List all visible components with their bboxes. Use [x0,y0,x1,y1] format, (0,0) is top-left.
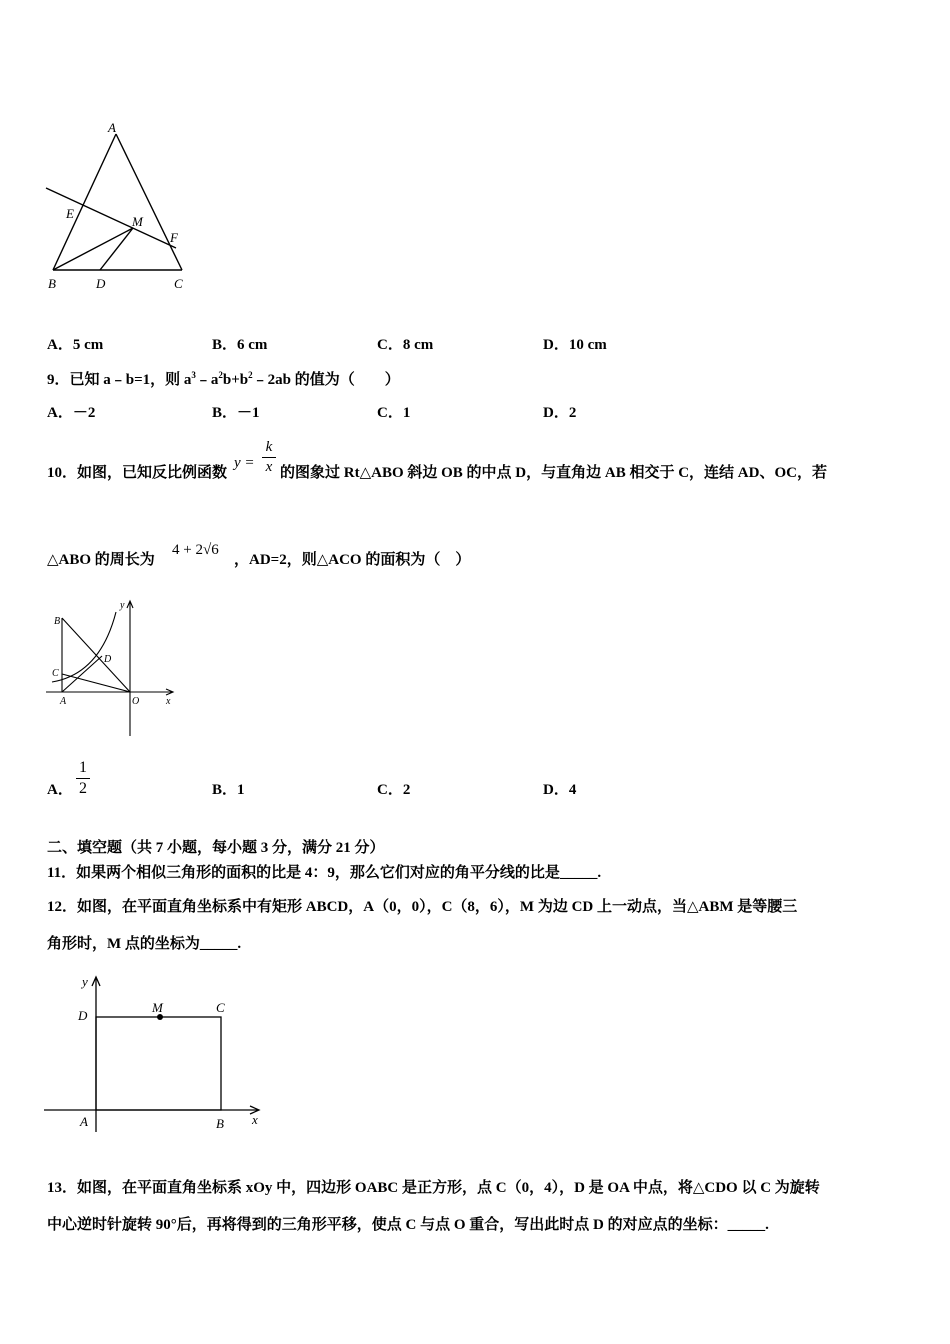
q9-sup-3: 2 [248,370,253,380]
q8-triangle-figure [40,120,200,300]
q10-stem-b: 的图象过 Rt△ABO 斜边 OB 的中点 D，与直角边 AB 相交于 C，连结 AD、OC，若 [280,465,827,481]
label-y: y [82,974,88,989]
label-d: D [96,276,106,291]
q11-text: 11．如果两个相似三角形的面积的比是 4：9，那么它们对应的角平分线的比是_____. [47,865,602,881]
q8-option-b: B．6 cm [212,337,268,353]
q10-stem-d: ，AD=2，则△ACO 的面积为（ ） [234,552,471,568]
q10-option-a-den: 2 [79,780,87,797]
label-b: B [54,616,61,627]
fraction-bar [262,457,276,458]
q10-option-c: C．2 [377,782,411,798]
label-b: B [48,276,56,291]
label-e: E [66,206,74,221]
q8-option-a: A．5 cm [47,337,104,353]
q9-option-a: A．－2 [47,405,96,421]
q12-line-1: 12．如图，在平面直角坐标系中有矩形 ABCD，A（0，0），C（8，6），M 为边 CD 上一动点，当△ABM 是等腰三 [47,899,798,915]
q9-sup-2: 2 [218,370,223,380]
q13-line-1: 13．如图，在平面直角坐标系 xOy 中，四边形 OABC 是正方形，点 C（0，4），D 是 OA 中点，将△CDO 以 C 为旋转 [47,1180,820,1196]
label-m: M [132,214,143,229]
q10-option-b: B．1 [212,782,245,798]
q9-stem-c: b+b [222,372,249,388]
fraction-bar [76,778,90,779]
label-f: F [170,230,178,245]
q9-stem [47,371,400,388]
label-c: C [52,668,59,679]
q9-option-d: D．2 [543,405,577,421]
q8-option-c: C．8 cm [377,337,434,353]
q10-stem-a: 10．如图，已知反比例函数 [47,465,228,481]
q9-sup-1: 3 [191,370,196,380]
rectangle-abcd [96,1017,221,1110]
q10-option-a-prefix: A． [47,782,73,798]
q10-formula-num: k [265,439,273,455]
label-y: y [120,600,125,611]
q9-stem-a: 9．已知 a﹣b=1，则 a [47,372,192,388]
section-2-title: 二、填空题（共 7 小题，每小题 3 分，满分 21 分） [47,840,385,856]
label-a: A [60,696,67,707]
label-a: A [80,1114,88,1129]
label-x: x [166,696,171,707]
q13-line-2: 中心逆时针旋转 90°后，再将得到的三角形平移，使点 C 与点 O 重合，写出此时点 D 的对应点的坐标：_____. [47,1217,769,1233]
label-x: x [252,1112,258,1127]
q12-rectangle-figure [40,972,270,1137]
segment-bm [53,228,133,270]
segment-ad [62,656,102,692]
q9-stem-d: ﹣2ab 的值为（ ） [252,372,400,388]
label-d: D [78,1008,88,1023]
segment-dm [100,228,133,270]
q9-stem-b: ﹣a [195,372,219,388]
label-m: M [152,1000,163,1015]
label-d: D [104,654,112,665]
q9-option-b: B．－1 [212,405,260,421]
q10-formula-lhs: y = [234,455,255,471]
q10-formula-fraction [262,440,276,475]
q10-option-d: D．4 [543,782,577,798]
label-o: O [132,696,140,707]
side-ac [116,134,182,270]
side-ab [53,134,116,270]
q10-perimeter: 4 + 2√6 [172,542,219,558]
q10-option-a-num: 1 [79,759,87,776]
q9-option-c: C．1 [377,405,411,421]
label-c: C [216,1000,225,1015]
q8-option-d: D．10 cm [543,337,607,353]
label-c: C [174,276,183,291]
q12-line-2: 角形时，M 点的坐标为_____. [47,936,242,952]
q10-formula-den: x [265,459,273,475]
q10-option-a-fraction [76,760,90,797]
label-b: B [216,1116,224,1131]
label-a: A [108,120,116,135]
q10-stem-c: △ABO 的周长为 [47,552,155,568]
q10-coordinate-figure [42,596,182,741]
